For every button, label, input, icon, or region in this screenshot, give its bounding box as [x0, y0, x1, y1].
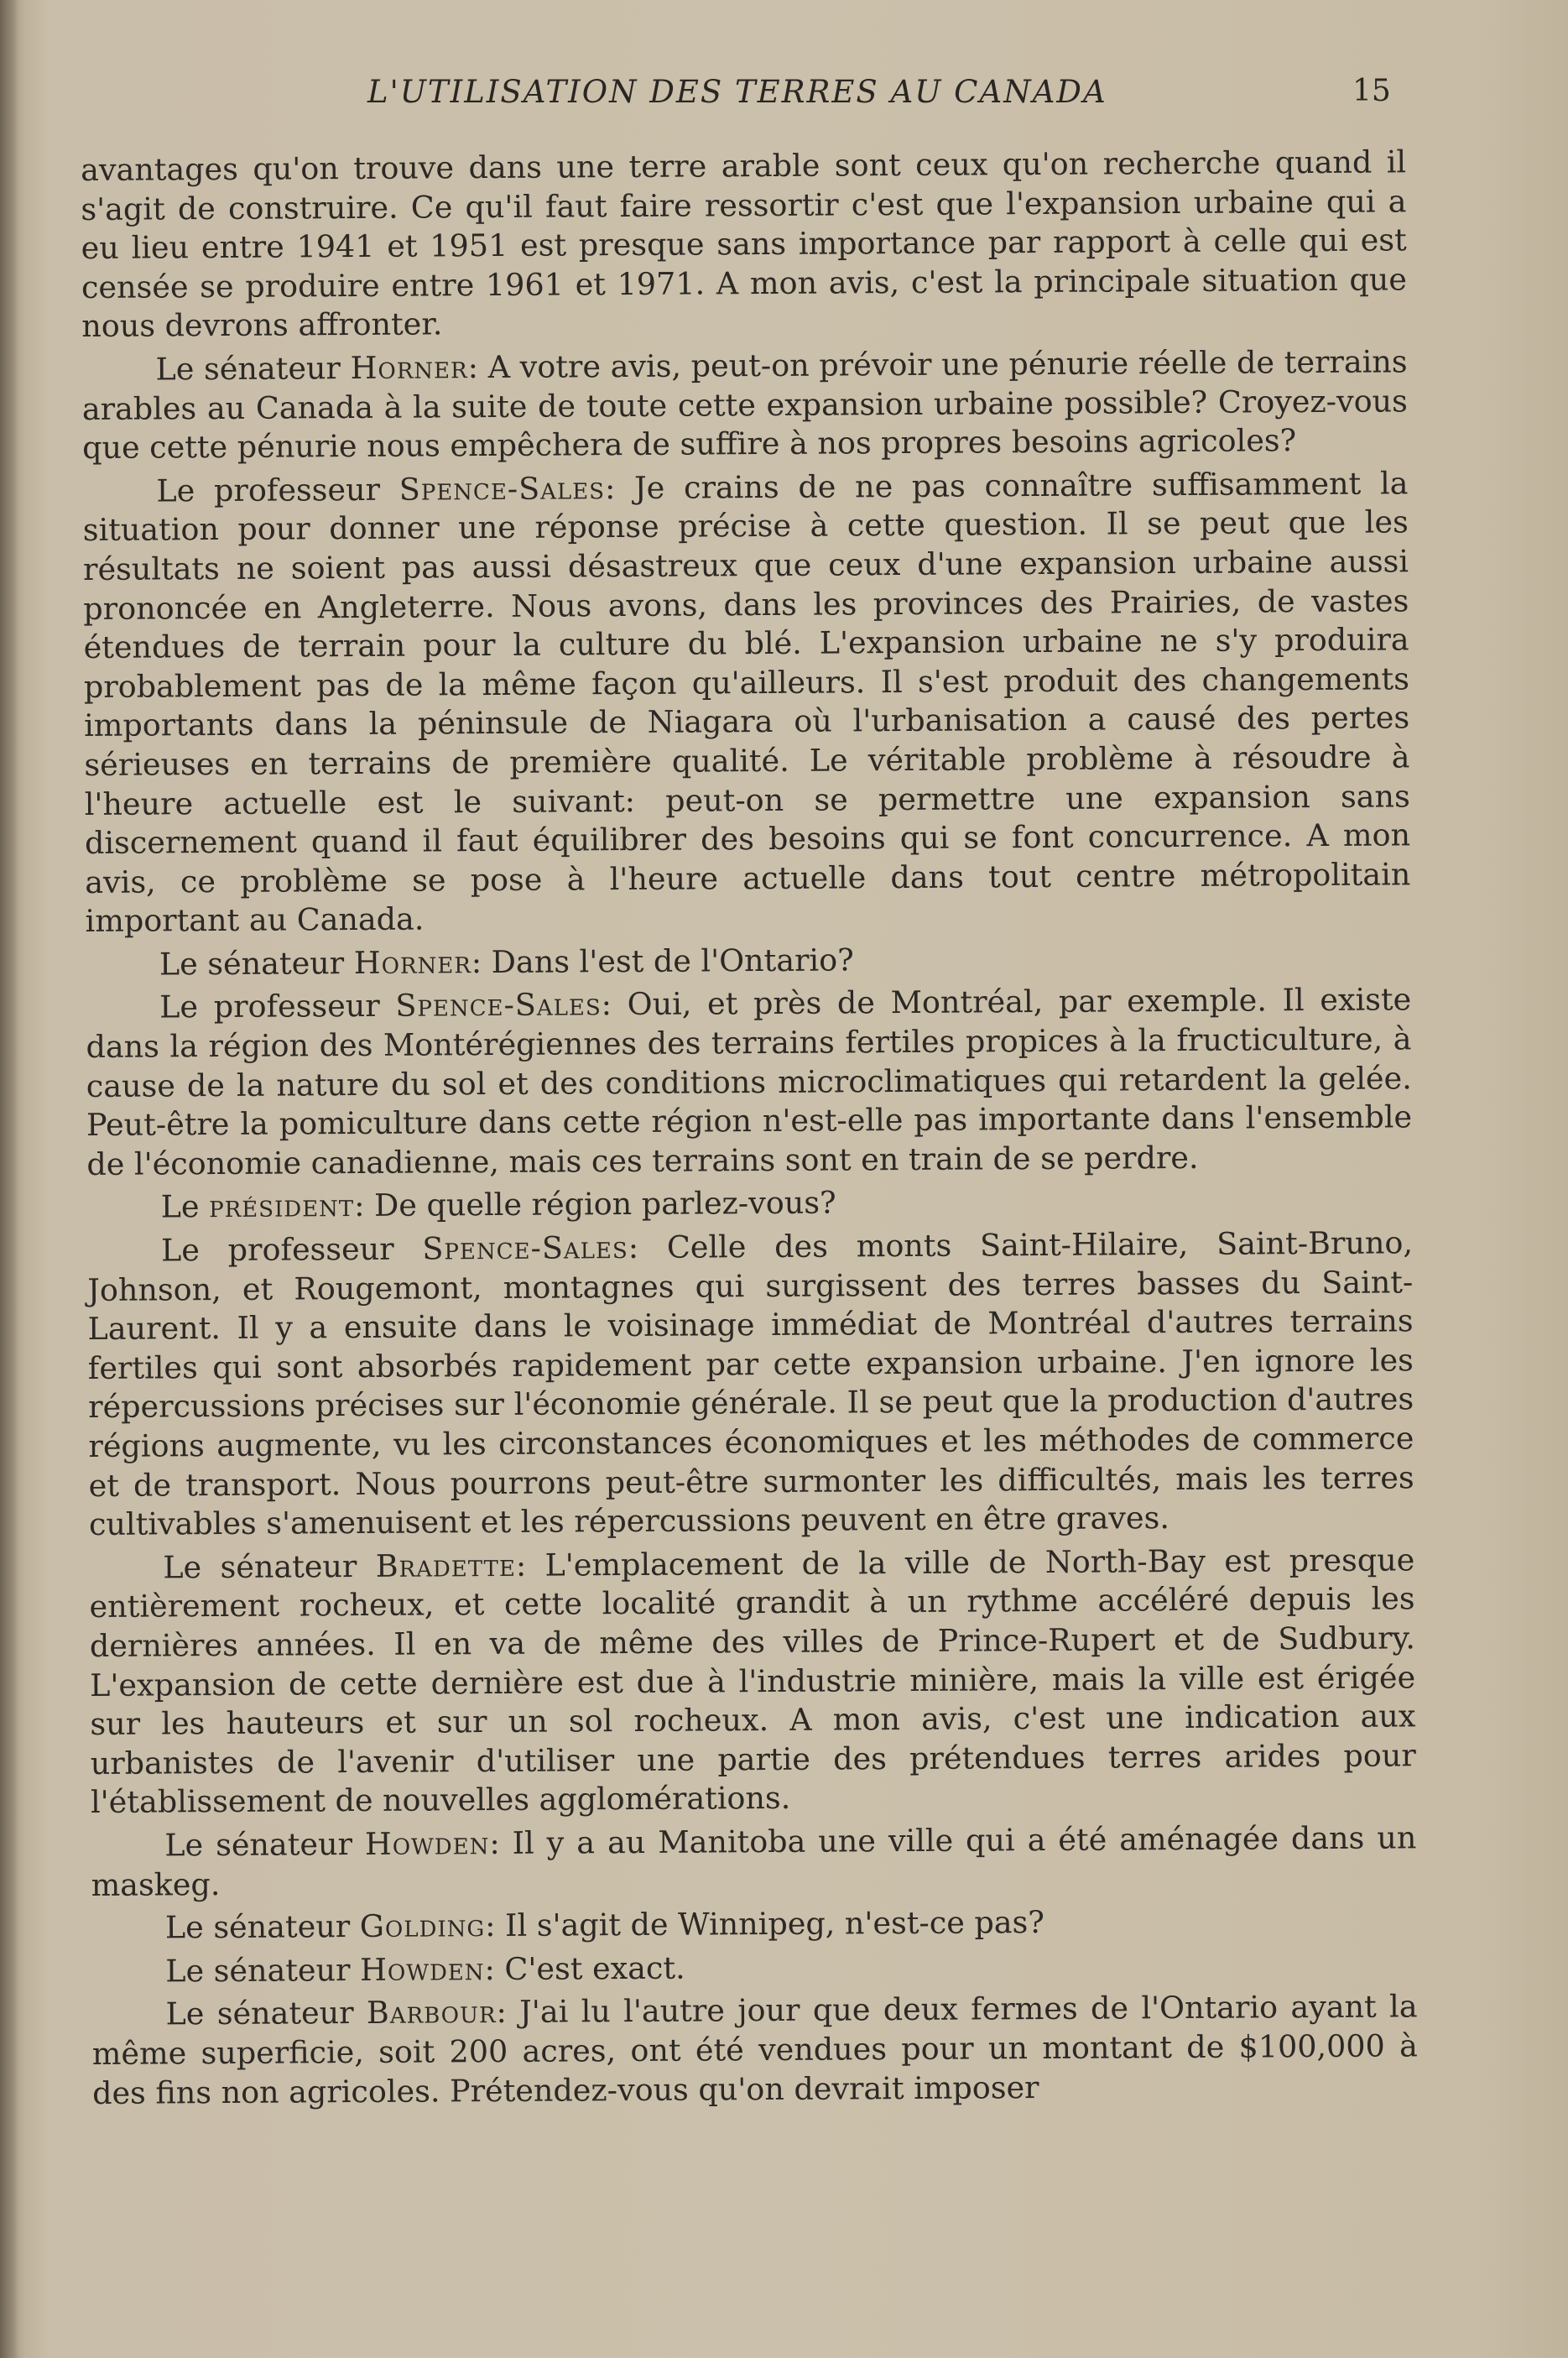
body-text [81, 143, 1418, 2117]
paragraph [81, 143, 1407, 347]
paragraph-text: avantages qu'on trouve dans une terre arable sont ceux qu'on recherche quand il s'agit de construire. Ce qu'il faut faire ressortir c'est que l'expansion urbaine qui a eu lieu entre 1941 et 1951 est presque sans importance par rapport à celle qui est censée se produire entre 1961 et 1971. A mon avis, c'est la principale situation que nous devrons affronter. [81, 143, 1408, 345]
speaker-title: Le sénateur [155, 350, 351, 388]
speaker-title: Le [160, 1188, 210, 1225]
speaker-title: Le sénateur [164, 1825, 366, 1864]
page-spine-shadow [0, 0, 18, 2358]
speaker-name: Spence-Sales [399, 469, 606, 508]
paragraph [86, 937, 1411, 984]
paragraph-text: : A votre avis, peut-on prévoir une pénurie réelle de terrains arables au Canada à la suite de toute cette expansion urbaine possible? Croyez-vous que cette pénurie nous empêchera de suffire à nos propres besoins agricoles? [81, 343, 1408, 467]
paragraph-text: : Il y a au Manitoba une ville qui a été aménagée dans un maskeg. [91, 1819, 1417, 1903]
speaker-name: Howden [364, 1824, 490, 1862]
running-title: L'UTILISATION DES TERRES AU CANADA [367, 74, 1107, 110]
speaker-name: Barbour [366, 1994, 497, 2032]
paragraph [91, 1944, 1417, 1991]
speaker-name: Golding [359, 1907, 486, 1945]
speaker-name: président [209, 1187, 355, 1225]
speaker-name: Spence-Sales [422, 1229, 628, 1267]
paragraph-text: : Je crains de ne pas connaître suffisamment la situation pour donner une réponse précise à cette question. Il se peut que les résultats ne soient pas aussi désastreux que ceux d'une expansion urbaine aussi prononcée en Angleterre. Nous avons, dans les provinces des Prairies, de vastes étendues de terrain pour la culture du blé. L'expansion urbaine ne s'y produira probablement pas de la même façon qu'ailleurs. Il s'est produit des changements importants dans la péninsule de Niagara où l'urbanisation a causé des pertes sérieuses en terrains de première qualité. Le véritable problème à résoudre à l'heure actuelle est le suivant: peut-on se permettre une expansion sans discernement quand il faut équilibrer des besoins qui se font concurrence. A mon avis, ce problème se pose à l'heure actuelle dans tout centre métropolitain important au Canada. [82, 465, 1411, 940]
speaker-title: Le professeur [160, 1230, 423, 1269]
speaker-title: Le sénateur [159, 944, 354, 983]
speaker-name: Horner [353, 944, 471, 981]
paragraph-text: : Oui, et près de Montréal, par exemple. Il existe dans la région des Montérégiennes des terrains fertiles propices à la fructiculture, à cause de la nature du sol et des conditions microclimatiques qui retardent la gelée. Peut-être la pomiculture dans cette région n'est-elle pas importante dans l'ensemble de l'économie canadienne, mais ces terrains sont en train de se perdre. [86, 981, 1413, 1182]
paragraph [91, 1818, 1417, 1905]
paragraph [91, 1988, 1418, 2113]
paragraph-text: : Il s'agit de Winnipeg, n'est-ce pas? [485, 1904, 1045, 1944]
paragraph [86, 981, 1412, 1185]
speaker-title: Le sénateur [163, 1547, 376, 1586]
paragraph [89, 1541, 1416, 1823]
paragraph [87, 1181, 1413, 1228]
paragraph-text: : L'emplacement de la ville de North-Bay est presque entièrement rocheux, et cette localité grandit à un rythme accéléré depuis les dernières années. Il en va de même des villes de Prince-Rupert et de Sudbury. L'expansion de cette dernière est due à l'industrie minière, mais la ville est érigée sur les hauteurs et sur un sol rocheux. A mon avis, c'est une indication aux urbanistes de l'avenir d'utiliser une partie des prétendues terres arides pour l'établissement de nouvelles agglomérations. [89, 1542, 1416, 1821]
speaker-title: Le professeur [159, 988, 396, 1025]
paragraph-text: : Dans l'est de l'Ontario? [471, 942, 854, 981]
paragraph [91, 1901, 1417, 1948]
paragraph-text: : J'ai lu l'autre jour que deux fermes de l'Ontario ayant la même superficie, soit 200 acres, ont été vendues pour un montant de $100,000 à des fins non agricoles. Prétendez-vous qu'on devrait imposer [91, 1988, 1418, 2111]
speaker-title: Le sénateur [165, 1995, 367, 2032]
paragraph [81, 342, 1408, 467]
speaker-name: Spence-Sales [395, 986, 602, 1025]
speaker-name: Horner [350, 349, 468, 387]
paragraph [87, 1223, 1414, 1544]
speaker-title: Le sénateur [165, 1951, 361, 1990]
speaker-name: Bradette [375, 1547, 517, 1584]
speaker-title: Le sénateur [164, 1908, 360, 1946]
page-header [0, 74, 1568, 124]
paragraph-text: : Celle des monts Saint-Hilaire, Saint-Bruno, Johnson, et Rougemont, montagnes qui surgissent des terres basses du Saint-Laurent. Il y a ensuite dans le voisinage immédiat de Montréal d'autres terrains fertiles qui sont absorbés rapidement par cette expansion urbaine. J'en ignore les répercussions précises sur l'économie générale. Il se peut que la production d'autres régions augmente, vu les circonstances économiques et les méthodes de commerce et de transport. Nous pourrons peut-être surmonter les difficultés, mais les terres cultivables s'amenuisent et les répercussions peuvent en être graves. [87, 1224, 1414, 1543]
paragraph-text: : C'est exact. [484, 1949, 685, 1987]
speaker-title: Le professeur [156, 471, 399, 509]
speaker-name: Howden [359, 1950, 485, 1988]
paragraph-text: : De quelle région parlez-vous? [354, 1184, 836, 1224]
paragraph [82, 464, 1410, 942]
page-number: 15 [1352, 74, 1391, 108]
